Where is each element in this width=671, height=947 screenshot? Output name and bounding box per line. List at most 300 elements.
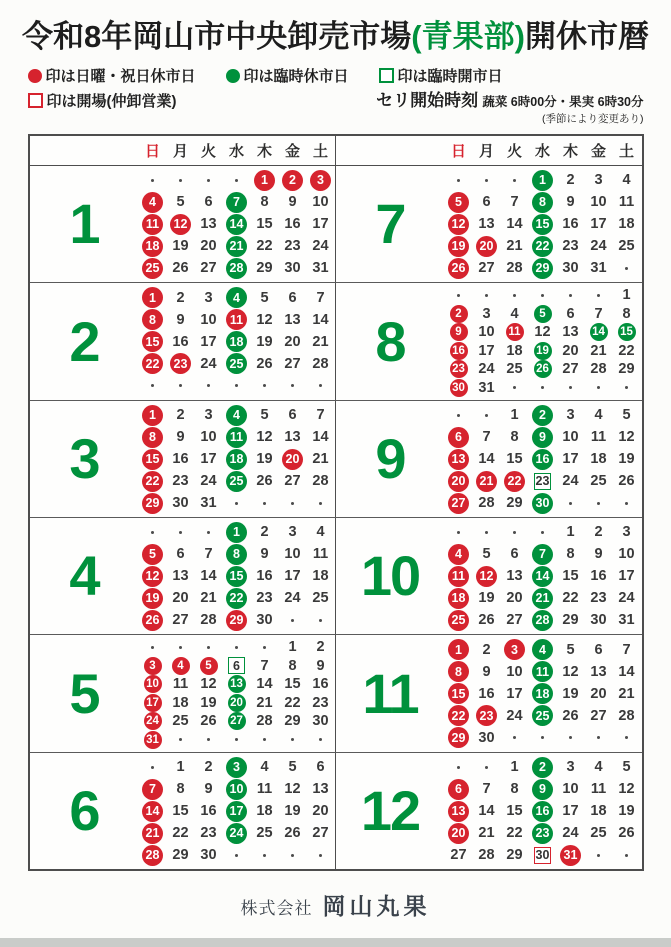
day-cell: 23 <box>200 825 217 842</box>
day-cell <box>223 353 251 375</box>
day-cell: 8 <box>566 546 575 563</box>
day-cell <box>473 404 501 426</box>
empty-day-dot <box>541 386 544 389</box>
empty-day-dot <box>569 386 572 389</box>
holiday-closed-day: 6 <box>448 427 469 448</box>
day-cell: 7 <box>204 546 213 563</box>
day-cell <box>501 323 529 342</box>
day-cell <box>139 426 167 448</box>
day-cell: 5 <box>288 759 297 776</box>
day-cell <box>139 375 167 397</box>
holiday-closed-day: 14 <box>142 801 163 822</box>
day-cell <box>529 286 557 305</box>
empty-day-dot <box>207 384 210 387</box>
day-cell <box>139 169 167 191</box>
month-panel-1 <box>30 166 336 282</box>
day-cell: 23 <box>590 590 607 607</box>
day-cell: 29 <box>618 361 635 378</box>
empty-day-dot <box>569 502 572 505</box>
holiday-closed-day: 3 <box>310 170 331 191</box>
day-cell <box>223 470 251 492</box>
day-cell: 4 <box>622 172 631 189</box>
temp-closed-day: 27 <box>228 712 246 730</box>
temp-closed-day: 2 <box>532 757 553 778</box>
day-cell: 13 <box>506 568 523 585</box>
empty-day-dot <box>263 646 266 649</box>
day-cell: 17 <box>562 451 579 468</box>
day-cell: 12 <box>200 676 217 693</box>
empty-day-dot <box>485 179 488 182</box>
day-cell <box>445 257 473 279</box>
day-cell <box>445 587 473 609</box>
day-cell: 8 <box>510 781 519 798</box>
day-cell <box>557 492 585 514</box>
day-cell <box>139 778 167 800</box>
day-cell <box>251 492 279 514</box>
day-cell <box>557 379 585 398</box>
day-cell: 23 <box>562 238 579 255</box>
day-cell: 12 <box>284 781 301 798</box>
day-cell: 26 <box>256 355 273 372</box>
holiday-closed-day: 23 <box>450 360 468 378</box>
day-cell: 31 <box>312 260 329 277</box>
empty-day-dot <box>541 736 544 739</box>
day-cell: 18 <box>506 342 523 359</box>
day-cell: 23 <box>172 473 189 490</box>
day-cell <box>307 731 335 750</box>
temp-closed-day: 2 <box>532 405 553 426</box>
day-cell <box>445 213 473 235</box>
day-cell: 6 <box>510 546 519 563</box>
month-number: 8 <box>375 309 405 373</box>
day-cell: 13 <box>172 568 189 585</box>
empty-day-dot <box>541 294 544 297</box>
day-cell: 13 <box>284 311 301 328</box>
day-cell <box>529 169 557 191</box>
day-cell: 17 <box>200 333 217 350</box>
empty-day-dot <box>291 384 294 387</box>
temp-closed-day: 11 <box>532 661 553 682</box>
day-cell: 8 <box>510 429 519 446</box>
day-cell: 13 <box>284 429 301 446</box>
day-cell <box>167 213 195 235</box>
day-cell <box>445 360 473 379</box>
temp-closed-day: 1 <box>532 170 553 191</box>
day-cell: 28 <box>590 361 607 378</box>
day-cell <box>529 639 557 661</box>
holiday-closed-day: 11 <box>226 309 247 330</box>
weekday-label-1: 月 <box>478 143 494 161</box>
day-cell <box>139 712 167 731</box>
day-cell <box>139 331 167 353</box>
day-cell: 16 <box>312 676 329 693</box>
day-cell: 11 <box>590 781 607 798</box>
day-cell <box>307 492 335 514</box>
empty-day-dot <box>457 179 460 182</box>
empty-day-dot <box>513 736 516 739</box>
day-cell: 25 <box>506 361 523 378</box>
day-cell <box>223 404 251 426</box>
day-cell <box>223 565 251 587</box>
day-cell: 26 <box>618 473 635 490</box>
empty-day-dot <box>597 854 600 857</box>
day-cell: 25 <box>256 825 273 842</box>
temp-closed-day: 20 <box>228 694 246 712</box>
day-cell: 27 <box>450 847 467 864</box>
day-cell: 25 <box>312 590 329 607</box>
day-cell: 18 <box>590 451 607 468</box>
holiday-closed-day: 4 <box>142 192 163 213</box>
day-cell: 1 <box>288 639 297 656</box>
day-cell <box>501 727 529 749</box>
day-cell <box>613 492 641 514</box>
day-cell: 2 <box>316 639 325 656</box>
temp-closed-day: 8 <box>532 192 553 213</box>
day-cell: 7 <box>594 305 603 322</box>
day-cell: 21 <box>618 685 635 702</box>
day-cell <box>251 638 279 657</box>
month-number: 10 <box>360 544 420 608</box>
empty-day-dot <box>207 531 210 534</box>
day-cell: 9 <box>316 657 325 674</box>
temp-closed-day: 14 <box>226 214 247 235</box>
day-cell: 3 <box>566 407 575 424</box>
day-cell: 17 <box>562 803 579 820</box>
day-cell <box>139 731 167 750</box>
auction-time-values: 蔬菜 6時00分・果実 6時30分 <box>482 95 644 110</box>
day-cell: 26 <box>172 260 189 277</box>
day-cell: 4 <box>260 759 269 776</box>
day-cell: 10 <box>284 546 301 563</box>
day-cell <box>223 191 251 213</box>
day-cell: 16 <box>478 685 495 702</box>
day-cell <box>139 521 167 543</box>
day-cell: 15 <box>506 803 523 820</box>
day-cell <box>307 169 335 191</box>
day-cell <box>279 375 307 397</box>
temp-closed-day: 14 <box>590 323 608 341</box>
day-cell: 30 <box>200 847 217 864</box>
day-cell: 20 <box>172 590 189 607</box>
month-days-grid <box>445 753 641 869</box>
legend-label: 印は日曜・祝日休市日 <box>45 68 196 86</box>
day-cell: 18 <box>312 568 329 585</box>
day-cell: 27 <box>478 260 495 277</box>
empty-day-dot <box>625 386 628 389</box>
day-cell: 7 <box>510 194 519 211</box>
day-cell <box>139 800 167 822</box>
day-cell: 15 <box>506 451 523 468</box>
day-cell: 10 <box>312 194 329 211</box>
empty-day-dot <box>625 854 628 857</box>
day-cell: 6 <box>316 759 325 776</box>
day-cell: 28 <box>618 707 635 724</box>
holiday-closed-day: 12 <box>170 214 191 235</box>
day-cell <box>613 379 641 398</box>
month-number: 6 <box>69 779 99 843</box>
day-cell: 21 <box>506 238 523 255</box>
day-cell <box>195 375 223 397</box>
month-row-4 <box>30 517 642 634</box>
temp-closed-day: 11 <box>226 427 247 448</box>
month-number: 9 <box>375 427 405 491</box>
day-cell <box>445 404 473 426</box>
month-panel-6 <box>30 753 336 869</box>
weekday-row <box>139 140 335 161</box>
day-cell <box>139 353 167 375</box>
day-cell <box>445 470 473 492</box>
holiday-closed-day: 22 <box>142 471 163 492</box>
holiday-closed-day: 22 <box>142 353 163 374</box>
day-cell: 9 <box>176 311 185 328</box>
empty-day-dot <box>319 854 322 857</box>
empty-day-dot <box>151 766 154 769</box>
day-cell: 29 <box>256 260 273 277</box>
day-cell: 12 <box>618 429 635 446</box>
weekday-label-2: 火 <box>200 143 216 161</box>
empty-day-dot <box>541 531 544 534</box>
day-cell <box>223 448 251 470</box>
day-cell <box>223 731 251 750</box>
holiday-closed-day: 4 <box>172 657 190 675</box>
empty-day-dot <box>485 294 488 297</box>
month-panel-10 <box>336 518 642 634</box>
day-cell <box>223 638 251 657</box>
temp-closed-day: 7 <box>226 192 247 213</box>
weekday-label-0: 日 <box>144 143 160 161</box>
month-panel-11 <box>336 635 642 752</box>
empty-day-dot <box>235 738 238 741</box>
day-cell: 15 <box>284 676 301 693</box>
day-cell <box>613 257 641 279</box>
day-cell: 6 <box>204 194 213 211</box>
holiday-closed-day: 21 <box>476 471 497 492</box>
day-cell <box>473 235 501 257</box>
holiday-closed-day: 7 <box>142 779 163 800</box>
day-cell: 29 <box>506 495 523 512</box>
day-cell: 14 <box>506 216 523 233</box>
day-cell: 6 <box>288 289 297 306</box>
day-cell: 6 <box>594 641 603 658</box>
temp-closed-day: 9 <box>532 779 553 800</box>
day-cell <box>501 470 529 492</box>
day-cell: 7 <box>316 407 325 424</box>
day-cell <box>529 844 557 866</box>
day-cell: 28 <box>312 473 329 490</box>
day-cell <box>167 731 195 750</box>
day-cell: 7 <box>316 289 325 306</box>
holiday-closed-day: 8 <box>142 427 163 448</box>
day-cell: 14 <box>200 568 217 585</box>
temp-closed-day: 21 <box>226 236 247 257</box>
day-cell <box>223 257 251 279</box>
day-cell <box>557 844 585 866</box>
day-cell <box>307 844 335 866</box>
day-cell <box>223 309 251 331</box>
green-square-icon <box>379 68 394 83</box>
month-days-grid <box>139 518 335 634</box>
day-cell: 7 <box>260 657 269 674</box>
temp-closed-day: 9 <box>532 427 553 448</box>
empty-day-dot <box>457 531 460 534</box>
day-cell: 24 <box>200 355 217 372</box>
empty-day-dot <box>179 179 182 182</box>
day-cell: 9 <box>204 781 213 798</box>
day-cell <box>529 521 557 543</box>
day-cell <box>223 609 251 631</box>
day-cell: 28 <box>478 847 495 864</box>
day-cell <box>139 213 167 235</box>
empty-day-dot <box>179 738 182 741</box>
holiday-closed-day: 18 <box>142 236 163 257</box>
temp-closed-day: 29 <box>532 258 553 279</box>
day-cell <box>445 169 473 191</box>
day-cell <box>139 470 167 492</box>
day-cell: 5 <box>176 194 185 211</box>
temp-closed-day: 15 <box>226 566 247 587</box>
day-cell: 10 <box>200 311 217 328</box>
footer <box>0 888 671 921</box>
day-cell: 19 <box>200 694 217 711</box>
day-cell: 1 <box>566 524 575 541</box>
footer-company-name: 岡山丸果 <box>322 894 431 920</box>
day-cell: 7 <box>482 781 491 798</box>
day-cell <box>195 638 223 657</box>
day-cell <box>445 286 473 305</box>
red-circle-icon <box>28 69 42 83</box>
day-cell: 13 <box>590 663 607 680</box>
day-cell: 22 <box>562 590 579 607</box>
day-cell <box>223 521 251 543</box>
temp-closed-day: 18 <box>226 331 247 352</box>
day-cell: 12 <box>618 781 635 798</box>
day-cell: 30 <box>478 729 495 746</box>
holiday-closed-day: 15 <box>142 449 163 470</box>
day-cell <box>223 543 251 565</box>
temp-closed-day: 25 <box>226 471 247 492</box>
month-panel-8 <box>336 283 642 400</box>
holiday-closed-day: 25 <box>448 610 469 631</box>
day-cell: 30 <box>256 612 273 629</box>
day-cell <box>529 470 557 492</box>
day-cell <box>473 169 501 191</box>
day-cell <box>251 375 279 397</box>
holiday-closed-day: 15 <box>142 331 163 352</box>
day-cell: 8 <box>288 657 297 674</box>
empty-day-dot <box>179 384 182 387</box>
temp-closed-day: 30 <box>532 493 553 514</box>
day-cell <box>585 323 613 342</box>
month-days-grid <box>445 401 641 517</box>
holiday-closed-day: 24 <box>144 712 162 730</box>
empty-day-dot <box>319 384 322 387</box>
day-cell: 30 <box>590 612 607 629</box>
temp-closed-day: 1 <box>226 522 247 543</box>
day-cell: 2 <box>176 407 185 424</box>
empty-day-dot <box>319 502 322 505</box>
day-cell <box>223 675 251 694</box>
day-cell: 24 <box>562 825 579 842</box>
month-days-grid <box>139 166 335 282</box>
day-cell <box>529 683 557 705</box>
day-cell <box>223 213 251 235</box>
holiday-closed-day: 11 <box>142 214 163 235</box>
day-cell: 29 <box>172 847 189 864</box>
day-cell: 19 <box>172 238 189 255</box>
holiday-closed-day: 11 <box>506 323 524 341</box>
holiday-closed-day: 3 <box>504 639 525 660</box>
day-cell <box>585 844 613 866</box>
day-cell <box>473 565 501 587</box>
month-panel-4 <box>30 518 336 634</box>
weekday-row <box>445 140 641 161</box>
temp-closed-day: 13 <box>228 675 246 693</box>
day-cell: 20 <box>590 685 607 702</box>
weekday-header-left <box>30 136 336 165</box>
day-cell: 30 <box>562 260 579 277</box>
temp-closed-day: 25 <box>532 705 553 726</box>
day-cell: 20 <box>506 590 523 607</box>
day-cell: 1 <box>510 407 519 424</box>
day-cell <box>529 213 557 235</box>
day-cell <box>223 426 251 448</box>
day-cell: 1 <box>510 759 519 776</box>
holiday-closed-day: 8 <box>142 309 163 330</box>
holiday-closed-day: 21 <box>142 823 163 844</box>
month-row-5 <box>30 634 642 752</box>
month-row-3 <box>30 400 642 517</box>
empty-day-dot <box>457 766 460 769</box>
day-cell: 5 <box>566 641 575 658</box>
day-cell: 10 <box>478 324 495 341</box>
day-cell: 24 <box>590 238 607 255</box>
day-cell: 24 <box>478 361 495 378</box>
day-cell: 9 <box>594 546 603 563</box>
empty-day-dot <box>179 646 182 649</box>
day-cell <box>445 235 473 257</box>
legend-label: 印は臨時休市日 <box>243 68 349 86</box>
day-cell <box>445 639 473 661</box>
day-cell <box>557 727 585 749</box>
empty-day-dot <box>319 619 322 622</box>
day-cell <box>529 609 557 631</box>
day-cell: 10 <box>618 546 635 563</box>
month-days-grid <box>445 283 641 400</box>
day-cell <box>529 800 557 822</box>
day-cell: 7 <box>482 429 491 446</box>
day-cell: 31 <box>200 495 217 512</box>
day-cell: 19 <box>618 803 635 820</box>
holiday-closed-day: 4 <box>448 544 469 565</box>
empty-day-dot <box>207 646 210 649</box>
temp-closed-day: 22 <box>532 236 553 257</box>
day-cell: 3 <box>204 407 213 424</box>
holiday-closed-day: 3 <box>144 657 162 675</box>
day-cell: 11 <box>172 676 189 693</box>
day-cell <box>529 448 557 470</box>
day-cell <box>279 731 307 750</box>
empty-day-dot <box>513 386 516 389</box>
day-cell: 28 <box>506 260 523 277</box>
empty-day-dot <box>151 179 154 182</box>
day-cell <box>139 587 167 609</box>
month-days-grid <box>445 166 641 282</box>
month-days-grid <box>139 284 335 400</box>
day-cell <box>223 375 251 397</box>
day-cell <box>139 448 167 470</box>
day-cell <box>529 756 557 778</box>
temp-closed-day: 24 <box>226 823 247 844</box>
